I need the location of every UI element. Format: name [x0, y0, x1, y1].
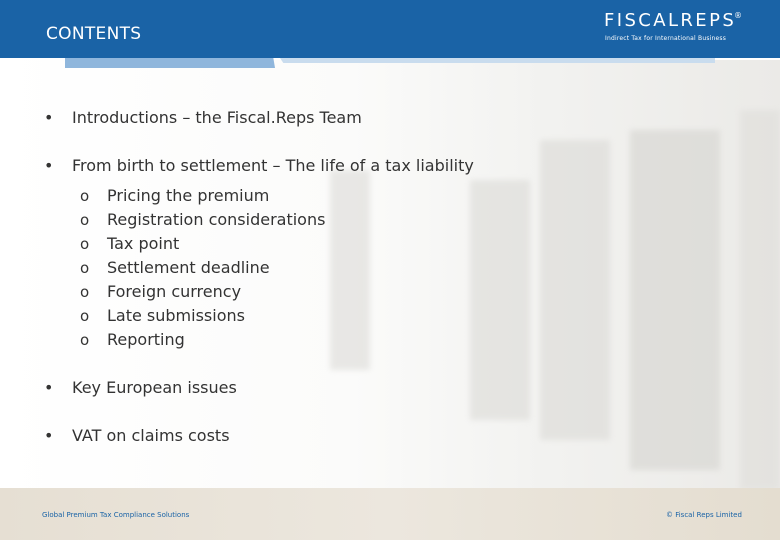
page-title: CONTENTS	[46, 24, 142, 44]
footer-copyright: © Fiscal Reps Limited	[666, 511, 742, 519]
sub-item-settlement-deadline: Settlement deadline	[107, 258, 270, 277]
logo-tagline: Indirect Tax for International Business	[605, 35, 727, 42]
sub-bullet-marker: o	[80, 283, 90, 301]
sub-item-foreign-currency: Foreign currency	[107, 282, 242, 301]
agenda-item-birth-to-settlement: From birth to settlement – The life of a tax liability	[72, 156, 474, 175]
logo-name: FISCALREPS	[604, 10, 737, 31]
sub-bullet-marker: o	[80, 259, 90, 277]
sub-bullet-marker: o	[80, 235, 90, 253]
agenda-item-introductions: Introductions – the Fiscal.Reps Team	[72, 108, 362, 127]
sub-item-late-submissions: Late submissions	[107, 306, 245, 325]
sub-item-registration: Registration considerations	[107, 210, 326, 229]
sub-item-pricing: Pricing the premium	[107, 186, 270, 205]
bullet-marker: •	[44, 108, 54, 127]
agenda-item-european-issues: Key European issues	[72, 378, 237, 397]
sub-bullet-marker: o	[80, 331, 90, 349]
sub-item-reporting: Reporting	[107, 330, 185, 349]
sub-bullet-marker: o	[80, 307, 90, 325]
sub-item-tax-point: Tax point	[107, 234, 180, 253]
footer-tagline: Global Premium Tax Compliance Solutions	[42, 511, 190, 519]
footer-bar	[0, 488, 780, 540]
bullet-marker: •	[44, 426, 54, 445]
logo-registered-mark: ®	[734, 11, 742, 20]
bullet-marker: •	[44, 378, 54, 397]
bullet-marker: •	[44, 156, 54, 175]
sub-bullet-marker: o	[80, 211, 90, 229]
agenda-item-vat-claims: VAT on claims costs	[72, 426, 230, 445]
sub-bullet-marker: o	[80, 187, 90, 205]
